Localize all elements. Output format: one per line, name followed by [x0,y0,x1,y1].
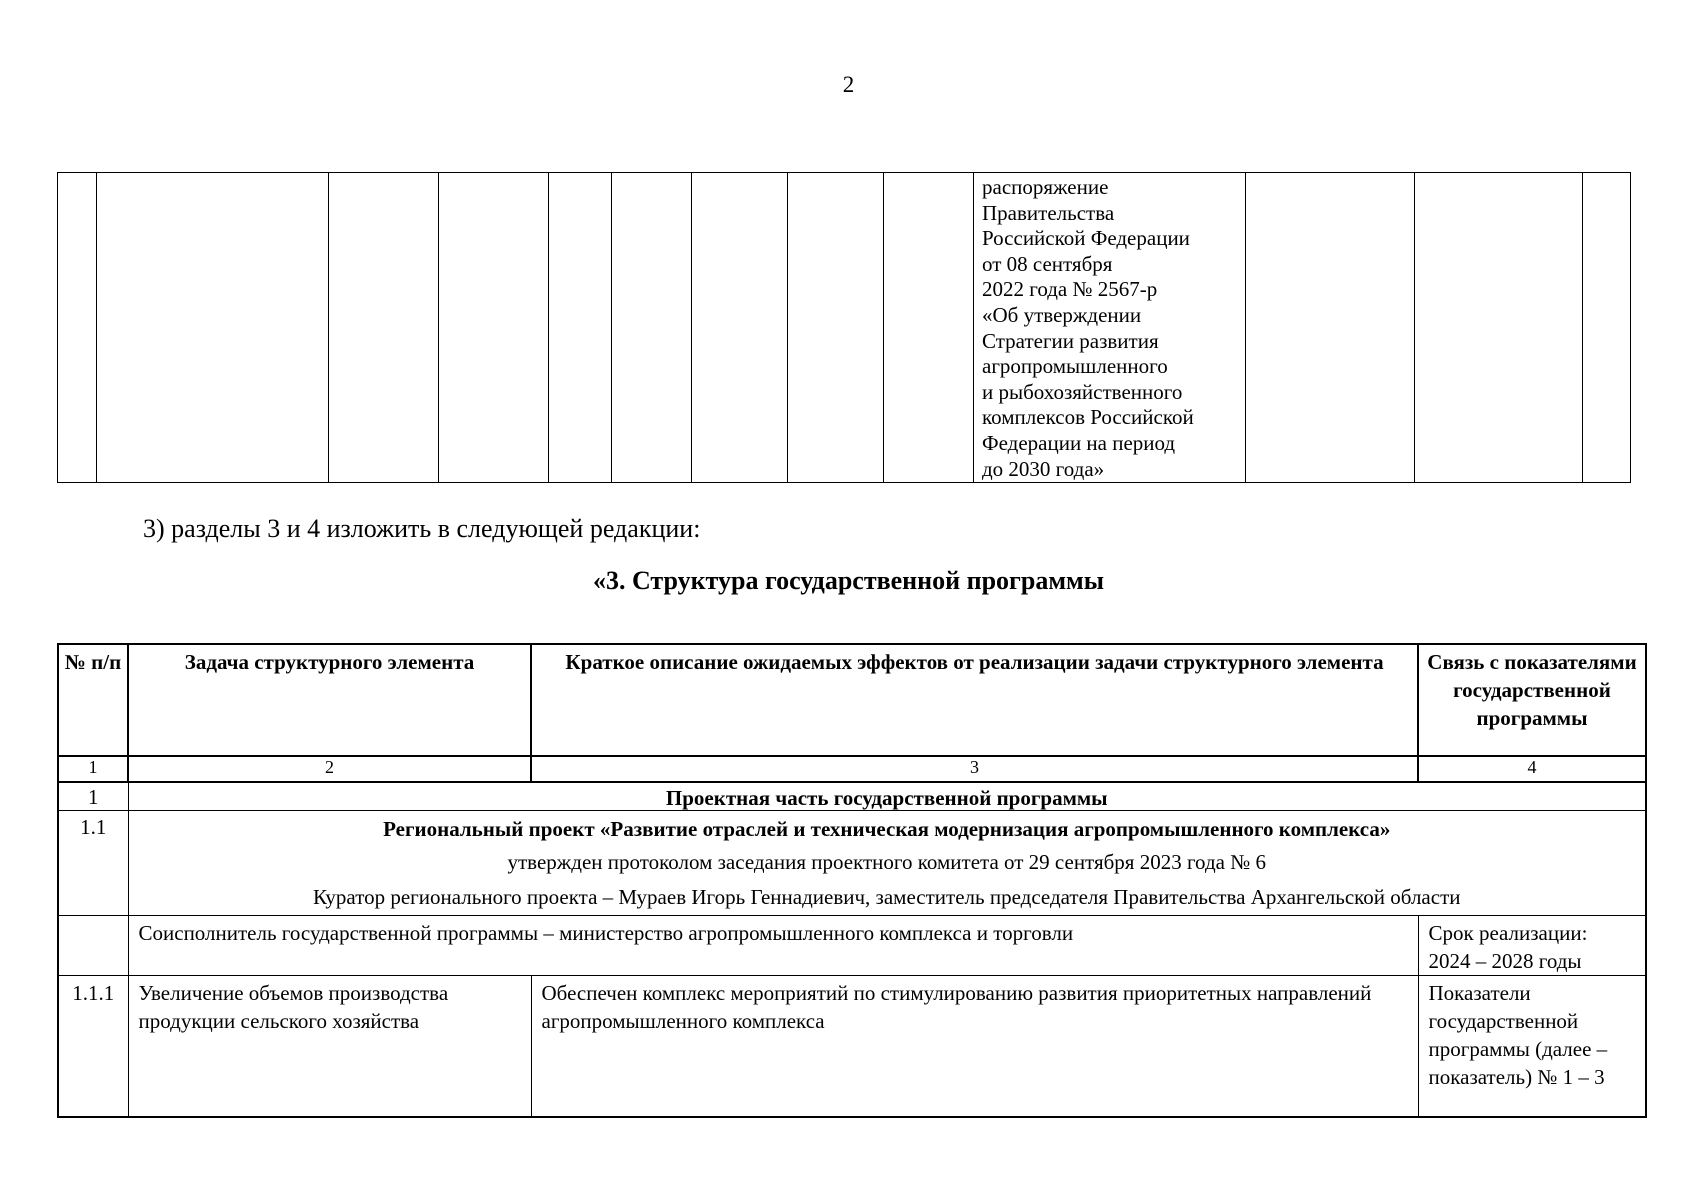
project-title: Региональный проект «Развитие отраслей и техническая модернизация агропромышленного комплекса» [383,817,1391,841]
header-row [58,644,1646,756]
term-cell [1418,916,1646,976]
legal-line: 2022 года № 2567-р [982,277,1158,302]
term-value: 2024 – 2028 годы [1428,949,1582,973]
legal-line: Стратегии развития [982,328,1159,353]
empty-cell [329,173,439,483]
empty-cell [58,916,128,976]
coexecutor-text: Соисполнитель государственной программы – министерство агропромышленного комплекса и торговли [128,916,1418,976]
project-cell [128,811,1646,916]
task-num: 1.1.1 [58,976,128,1118]
section-title-cell: Проектная часть государственной программы [128,782,1646,811]
project-approval: утвержден протоколом заседания проектного комитета от 29 сентября 2023 года № 6 [507,850,1266,874]
link-text: Показатели государственной программы (далее – показатель) № 1 – 3 [1418,976,1646,1118]
section-row [58,782,1646,811]
structure-table [57,643,1647,1118]
empty-cell [549,173,612,483]
column-number: 2 [128,756,531,782]
legal-line: Российской Федерации [982,226,1190,251]
column-numbers-row [58,756,1646,782]
task-row [58,976,1646,1118]
column-number: 1 [58,756,128,782]
coexecutor-row [58,916,1646,976]
continuation-row [58,173,1631,483]
section-num: 1 [58,782,128,811]
legal-line: «Об утверждении [982,302,1142,327]
task-text: Увеличение объемов производства продукции сельского хозяйства [128,976,531,1118]
legal-line: до 2030 года» [982,456,1105,481]
section-title: «3. Структура государственной программы [592,566,1105,595]
empty-cell [788,173,884,483]
legal-line: агропромышленного [982,354,1168,379]
empty-cell [1415,173,1583,483]
legal-basis-text [974,173,1245,482]
legal-basis-cell [974,173,1246,483]
continuation-table [57,172,1631,483]
legal-line: комплексов Российской [982,405,1194,430]
term-label: Срок реализации: [1428,921,1588,945]
project-curator: Куратор регионального проекта – Мураев Игорь Геннадиевич, заместитель председателя Правительства Архангельской области [313,885,1461,909]
empty-cell [692,173,788,483]
empty-cell [1583,173,1631,483]
column-number: 3 [531,756,1418,782]
empty-cell [58,173,97,483]
effect-text: Обеспечен комплекс мероприятий по стимулированию развития приоритетных направлений агропромышленного комплекса [531,976,1418,1118]
legal-line: распоряжение [982,175,1109,199]
legal-line: и рыбохозяйственного [982,379,1183,404]
legal-line: Федерации на период [982,430,1176,455]
header-effects: Краткое описание ожидаемых эффектов от реализации задачи структурного элемента [531,644,1418,756]
empty-cell [884,173,974,483]
legal-line: от 08 сентября [982,251,1113,276]
empty-cell [612,173,692,483]
header-num: № п/п [58,644,128,756]
legal-line: Правительства [982,200,1115,225]
empty-cell [1246,173,1415,483]
instruction-text: 3) разделы 3 и 4 изложить в следующей редакции: [143,514,701,543]
header-link: Связь с показателями государственной программы [1418,644,1646,756]
project-row [58,811,1646,916]
page-number: 2 [842,72,855,97]
column-number: 4 [1418,756,1646,782]
empty-cell [439,173,549,483]
empty-cell [97,173,329,483]
project-num: 1.1 [58,811,128,916]
header-task: Задача структурного элемента [128,644,531,756]
